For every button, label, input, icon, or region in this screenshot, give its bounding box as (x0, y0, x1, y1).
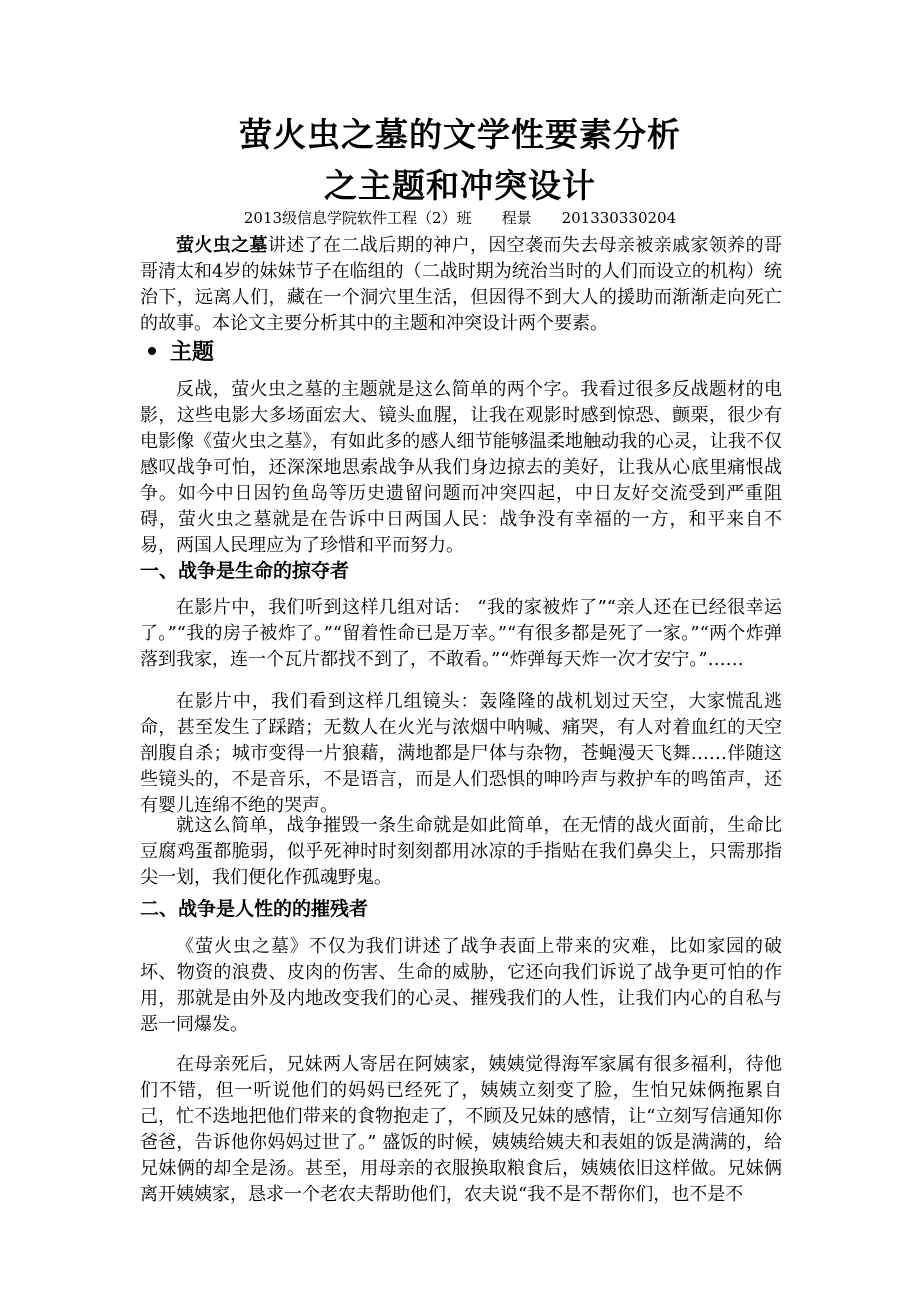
document-subtitle: 之主题和冲突设计 (324, 166, 596, 205)
theme-heading-label: 主题 (170, 340, 215, 365)
author-affiliation: 2013级信息学院软件工程（2）班 (243, 209, 472, 227)
intro-text: 讲述了在二战后期的神户，因空袭而失去母亲被亲戚家领养的哥哥清太和4岁的妹妹节子在临组的（二战时期为统治当时的人们而设立的机构）统治下，远离人们，藏在一个洞穴里生活，但因得不到大人的援助而渐渐走向死亡的故事。本论文主要分析其中的主题和冲突设计两个要素。 (140, 235, 782, 334)
intro-paragraph (140, 233, 782, 337)
section2-paragraph-1: 《萤火虫之墓》不仅为我们讲述了战争表面上带来的灾难，比如家园的破坏、物资的浪费、皮肉的伤害、生命的威胁，它还向我们诉说了战争更可怕的作用，那就是由外及内地改变我们的心灵、摧残我们的人性，让我们内心的自私与恶一同爆发。 (140, 936, 782, 1035)
section1-paragraph-3: 就这么简单，战争摧毁一条生命就是如此简单，在无情的战火面前，生命比豆腐鸡蛋都脆弱，似乎死神时时刻刻都用冰凉的手指贴在我们鼻尖上，只需那指尖一划，我们便化作孤魂野鬼。 (140, 815, 782, 888)
section1-paragraph-1: 在影片中，我们听到这样几组对话： “我的家被炸了”“亲人还在已经很幸运了。”“我的房子被炸了。”“留着性命已是万幸。”“有很多都是死了一家。”“两个炸弹落到我家，连一个瓦片都找不到了，不敢看。”“炸弹每天炸一次才安宁。”…… (140, 597, 782, 670)
section2-heading: 二、战争是人性的的摧残者 (140, 898, 369, 920)
theme-paragraph: 反战，萤火虫之墓的主题就是这么简单的两个字。我看过很多反战题材的电影，这些电影大多场面宏大、镜头血腥，让我在观影时感到惊恐、颤栗，很少有电影像《萤火虫之墓》，有如此多的感人细节能够温柔地触动我的心灵，让我不仅感叹战争可怕，还深深地思索战争从我们身边掠去的美好，让我从心底里痛恨战争。如今中日因钓鱼岛等历史遗留问题而冲突四起，中日友好交流受到严重阻碍，萤火虫之墓就是在告诉中日两国人民：战争没有幸福的一方，和平来自不易，两国人民理应为了珍惜和平而努力。 (140, 379, 782, 556)
theme-heading (148, 338, 214, 368)
intro-lead: 萤火虫之墓 (176, 235, 268, 256)
section2-paragraph-2: 在母亲死后，兄妹两人寄居在阿姨家，姨姨觉得海军家属有很多福利，待他们不错，但一听说他们的妈妈已经死了，姨姨立刻变了脸，生怕兄妹俩拖累自己，忙不迭地把他们带来的食物抱走了，不顾及兄妹的感情，让“立刻写信通知你爸爸，告诉他你妈妈过世了。” 盛饭的时候，姨姨给姨夫和表姐的饭是满满的，给兄妹俩的却全是汤。甚至，用母亲的衣服换取粮食后，姨姨依旧这样做。兄妹俩离开姨姨家，恳求一个老农夫帮助他们，农夫说“我不是不帮你们，也不是不 (140, 1054, 782, 1205)
bullet-icon (148, 347, 156, 355)
author-name: 程景 (501, 209, 532, 227)
author-student-id: 201330330204 (561, 209, 677, 227)
author-line (0, 208, 920, 228)
document-title: 萤火虫之墓的文学性要素分析 (239, 115, 681, 154)
section1-paragraph-2: 在影片中，我们看到这样几组镜头：轰隆隆的战机划过天空，大家慌乱逃命，甚至发生了踩踏；无数人在火光与浓烟中呐喊、痛哭，有人对着血红的天空剖腹自杀；城市变得一片狼藉，满地都是尸体与杂物，苍蝇漫天飞舞……伴随这些镜头的，不是音乐，不是语言，而是人们恐惧的呻吟声与救护车的鸣笛声，还有婴儿连绵不绝的哭声。 (140, 691, 782, 816)
section1-heading: 一、战争是生命的掠夺者 (140, 560, 350, 582)
